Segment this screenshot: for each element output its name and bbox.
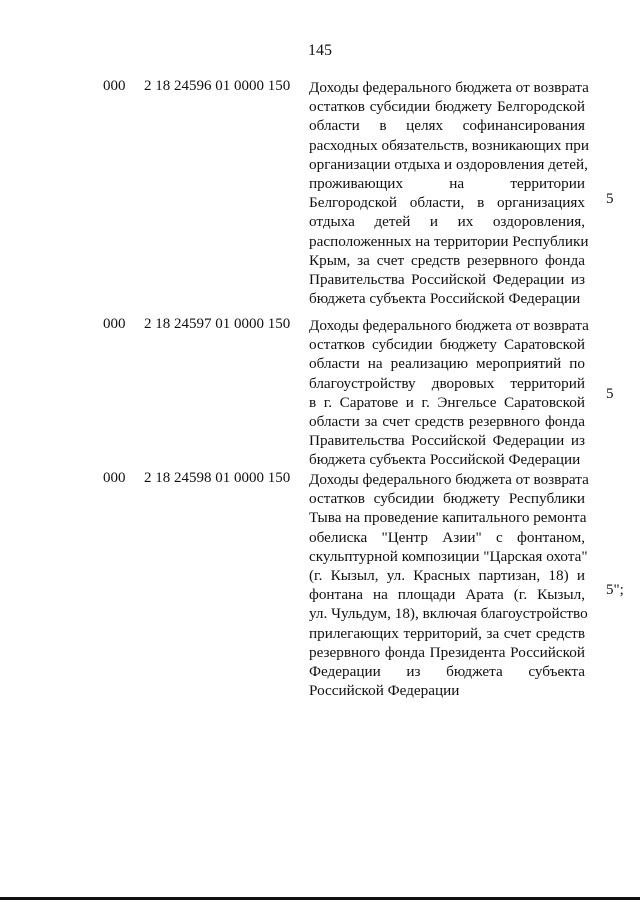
budget-classification-code: 2 18 24596 01 0000 150 — [144, 78, 291, 94]
description-line: области в целях софинансирования — [309, 117, 585, 135]
description-line: Доходы федерального бюджета от возврата — [309, 471, 589, 488]
description-line: бюджета субъекта Российской Федерации — [309, 451, 581, 469]
description-line: остатков субсидии бюджету Республики — [309, 490, 585, 508]
amount: 5"; — [606, 582, 624, 598]
description-line: Правительства Российской Федерации из — [309, 271, 585, 289]
description-line: Доходы федерального бюджета от возврата — [309, 317, 589, 334]
amount: 5 — [606, 386, 614, 402]
description-line: резервного фонда Президента Российской — [309, 643, 585, 661]
description-line: скульптурной композиции "Царская охота" — [309, 547, 588, 565]
description-line: в г. Саратове и г. Энгельсе Саратовской — [309, 393, 585, 411]
budget-classification-code: 2 18 24597 01 0000 150 — [144, 316, 291, 332]
description-line: расходных обязательств, возникающих при — [309, 136, 590, 154]
description-line: Доходы федерального бюджета от возврата — [309, 79, 589, 96]
description-line: благоустройству дворовых территорий — [309, 374, 585, 392]
page-number: 145 — [308, 42, 332, 59]
description-line: области за счет средств резервного фонда — [309, 413, 585, 431]
admin-code: 000 — [103, 78, 126, 94]
description-line: расположенных на территории Республики — [309, 232, 589, 250]
description-line: отдыха детей и их оздоровления, — [309, 213, 585, 231]
income-description — [309, 78, 590, 308]
description-line: ул. Чульдум, 18), включая благоустройство — [309, 605, 588, 623]
description-line: бюджета субъекта Российской Федерации — [309, 290, 581, 308]
description-line: прилегающих территорий, за счет средств — [309, 624, 585, 642]
description-line: остатков субсидии бюджету Белгородской — [309, 98, 585, 116]
budget-classification-code: 2 18 24598 01 0000 150 — [144, 470, 291, 486]
description-line: Правительства Российской Федерации из — [309, 432, 585, 450]
admin-code: 000 — [103, 316, 126, 332]
description-line: остатков субсидии бюджету Саратовской — [309, 336, 585, 354]
admin-code: 000 — [103, 470, 126, 486]
description-line: обелиска "Центр Азии" с фонтаном, — [309, 528, 585, 546]
description-line: фонтана на площади Арата (г. Кызыл, — [309, 586, 585, 604]
description-line: Российской Федерации — [309, 682, 460, 700]
amount: 5 — [606, 191, 614, 207]
description-line: области на реализацию мероприятий по — [309, 355, 585, 373]
description-line: Белгородской области, в организациях — [309, 194, 585, 212]
description-line: организации отдыха и оздоровления детей, — [309, 155, 588, 173]
description-line: проживающих на территории — [309, 175, 585, 193]
income-description — [309, 316, 589, 470]
description-line: Тыва на проведение капитального ремонта — [309, 509, 587, 527]
income-description — [309, 470, 589, 700]
description-line: Крым, за счет средств резервного фонда — [309, 251, 585, 269]
description-line: Федерации из бюджета субъекта — [309, 663, 585, 681]
description-line: (г. Кызыл, ул. Красных партизан, 18) и — [309, 567, 585, 585]
